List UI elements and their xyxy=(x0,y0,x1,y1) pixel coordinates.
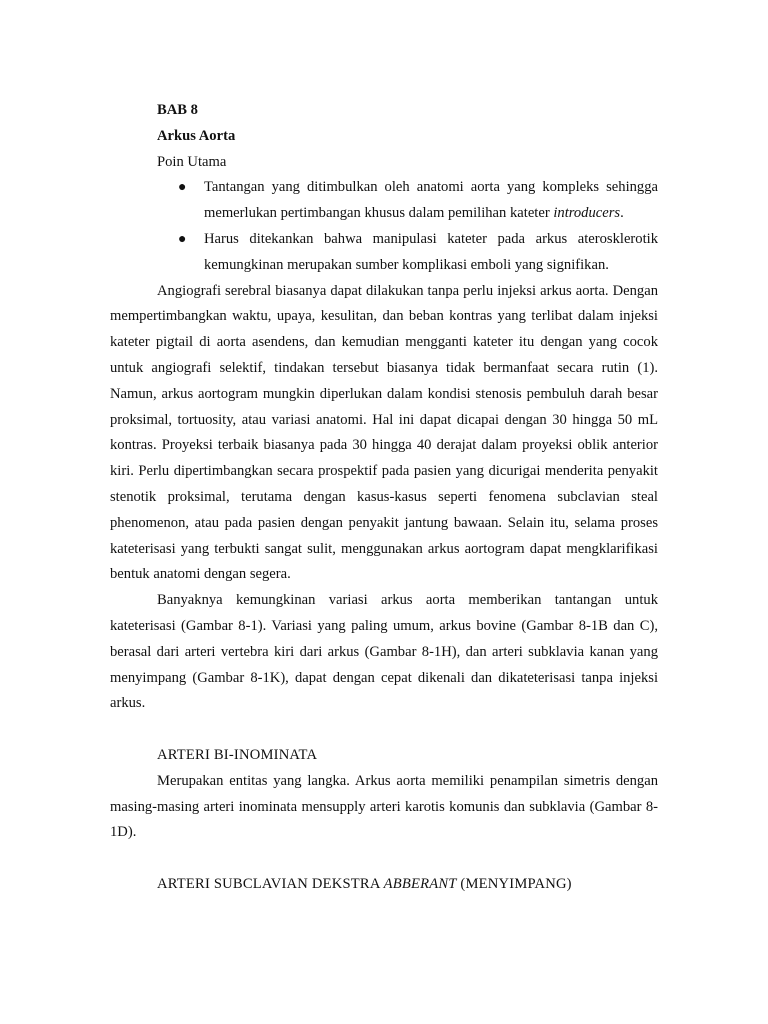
section-heading xyxy=(110,872,658,898)
section-heading-text: ARTERI SUBCLAVIAN DEKSTRA xyxy=(157,875,384,892)
bullet-text: Tantangan yang ditimbulkan oleh anatomi aorta yang kompleks sehingga memerlukan pertimbangan khusus dalam pemilihan kateter xyxy=(204,179,658,222)
chapter-title: Arkus Aorta xyxy=(157,127,236,144)
section-heading-suffix: (MENYIMPANG) xyxy=(456,875,572,892)
section-paragraph: Merupakan entitas yang langka. Arkus aorta memiliki penampilan simetris dengan masing-masing arteri inominata mensupply arteri karotis komunis dan subklavia (Gambar 8-1D). xyxy=(110,772,658,841)
body-paragraph: Angiografi serebral biasanya dapat dilakukan tanpa perlu injeksi arkus aorta. Dengan mempertimbangkan waktu, upaya, kesulitan, dan beban kontras yang terlibat dalam injeksi kateter pigtail di aorta asendens, dan kemudian mengganti kateter itu dengan yang cocok untuk angiografi selektif, tindakan tersebut biasanya tidak bermanfaat secara rutin (1). Namun, arkus aortogram mungkin diperlukan dalam kondisi stenosis pembuluh darah besar proksimal, tortuosity, atau variasi anatomi. Hal ini dapat dicapai dengan 30 hingga 50 mL kontras. Proyeksi terbaik biasanya pada 30 hingga 40 derajat dalam proyeksi oblik anterior kiri. Perlu dipertimbangkan secara prospektif pada pasien yang dicurigai menderita penyakit stenotik proksimal, terutama dengan kasus-kasus seperti fenomena subclavian steal phenomenon, atau pada pasien dengan penyakit jantung bawaan. Selain itu, selama proses kateterisasi yang terbukti sangat sulit, menggunakan arkus aortogram dapat mengklarifikasi bentuk anatomi dengan segera. xyxy=(110,282,658,583)
key-points-label: Poin Utama xyxy=(157,153,227,170)
bullet-dot-icon: ● xyxy=(178,180,187,196)
bullet-dot-icon: ● xyxy=(178,231,187,247)
section-heading-italic: ABBERANT xyxy=(383,875,457,892)
document-content xyxy=(110,98,658,898)
section-heading: ARTERI BI-INOMINATA xyxy=(157,746,318,763)
bullet-text: Harus ditekankan bahwa manipulasi kateter pada arkus aterosklerotik kemungkinan merupakan sumber komplikasi emboli yang signifikan. xyxy=(204,230,658,273)
spacer xyxy=(110,717,658,743)
body-paragraph: Banyaknya kemungkinan variasi arkus aorta memberikan tantangan untuk kateterisasi (Gambar 8-1). Variasi yang paling umum, arkus bovine (Gambar 8-1B dan C), berasal dari arteri vertebra kiri dari arkus (Gambar 8-1H), dan arteri subklavia kanan yang menyimpang (Gambar 8-1K), dapat dengan cepat dikenali dan dikateterisasi tanpa injeksi arkus. xyxy=(110,592,658,712)
chapter-number: BAB 8 xyxy=(157,102,198,118)
bullet-item-1 xyxy=(110,175,658,227)
bullet-item-2 xyxy=(110,227,658,279)
spacer xyxy=(110,846,658,872)
bullet-italic-text: introducers xyxy=(553,205,621,222)
bullet-text-end: . xyxy=(620,205,624,222)
